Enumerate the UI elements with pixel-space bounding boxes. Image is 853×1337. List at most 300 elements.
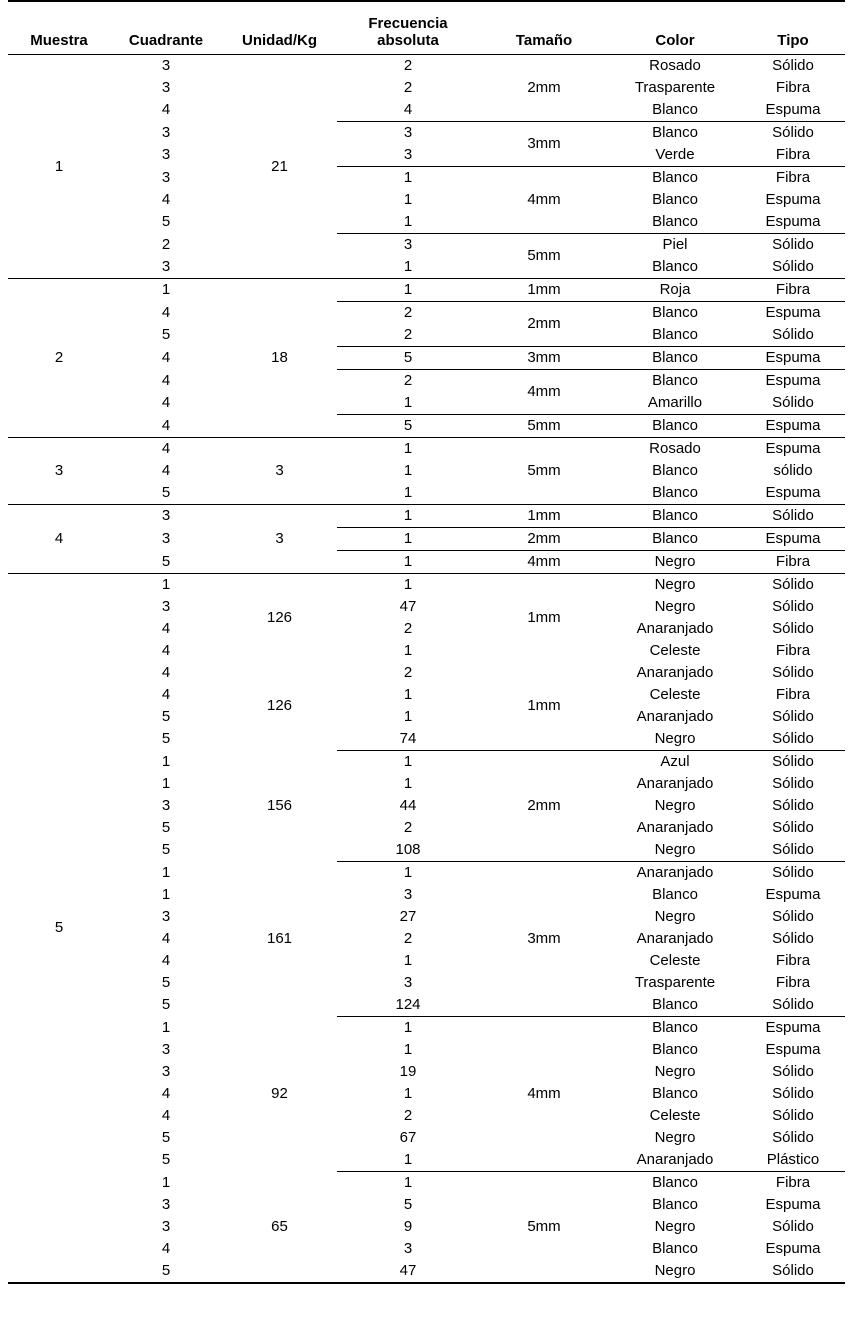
header-frecuencia-line2: absoluta — [377, 32, 439, 50]
cell-frecuencia-absoluta: 1 — [337, 505, 479, 528]
cell-frecuencia-absoluta: 1 — [403, 1041, 413, 1058]
table-row — [8, 640, 845, 662]
cell-color: Trasparente — [634, 974, 716, 991]
cell-tamano: 1mm — [479, 279, 609, 302]
cell-color: Celeste — [649, 952, 701, 969]
cell-unidad-kg: 126 — [266, 609, 293, 626]
cell-color: Azul — [660, 753, 690, 770]
cell-color: Blanco — [652, 1196, 698, 1213]
cell-cuadrante: 1 — [161, 752, 171, 770]
cell-tipo: Sólido — [772, 124, 814, 141]
cell-tipo: Espuma — [765, 191, 821, 208]
cell-tipo: Espuma — [765, 440, 821, 457]
cell-tipo: Espuma — [765, 1041, 821, 1058]
cell-tipo: Sólido — [772, 864, 814, 881]
cell-cuadrante: 3 — [161, 168, 171, 186]
cell-frecuencia-absoluta: 1 — [403, 1019, 413, 1036]
cell-tipo: Sólido — [772, 753, 814, 770]
cell-tamano: 2mm — [479, 751, 609, 862]
table-row — [8, 551, 845, 574]
cell-color: Negro — [654, 576, 696, 593]
cell-frecuencia-absoluta: 5 — [403, 1196, 413, 1213]
cell-tipo: sólido — [773, 462, 813, 479]
cell-frecuencia-absoluta: 3 — [403, 124, 413, 141]
cell-color: Blanco — [609, 482, 741, 505]
cell-tipo: Sólido — [772, 797, 814, 814]
cell-color: Blanco — [652, 462, 698, 479]
table-row — [8, 574, 845, 597]
cell-color: Blanco — [652, 169, 698, 186]
table-row — [8, 728, 845, 751]
cell-cuadrante: 5 — [161, 819, 171, 836]
table-row — [8, 324, 845, 347]
cell-cuadrante: 5 — [110, 482, 222, 505]
cell-tamano: 5mm — [479, 1172, 609, 1284]
cell-cuadrante: 1 — [161, 576, 171, 593]
cell-cuadrante: 5 — [161, 1129, 171, 1146]
cell-tipo: Sólido — [741, 728, 845, 751]
cell-cuadrante: 3 — [161, 530, 171, 547]
cell-frecuencia-absoluta: 2 — [403, 372, 413, 389]
cell-tipo: Espuma — [765, 372, 821, 389]
cell-tipo: Espuma — [765, 304, 821, 321]
cell-cuadrante: 4 — [161, 349, 171, 366]
table-row — [8, 234, 845, 257]
cell-color: Negro — [609, 1260, 741, 1283]
table-row — [8, 862, 845, 885]
cell-cuadrante: 4 — [161, 462, 171, 479]
cell-tipo: Sólido — [772, 620, 814, 637]
cell-color: Negro — [654, 1129, 696, 1146]
cell-unidad-kg: 92 — [271, 1085, 288, 1102]
table-row — [8, 751, 845, 774]
table-row — [8, 1105, 845, 1127]
cell-tipo: Sólido — [741, 994, 845, 1017]
cell-frecuencia-absoluta: 1 — [403, 1085, 413, 1102]
cell-color: Blanco — [652, 1174, 698, 1191]
cell-cuadrante: 4 — [161, 642, 171, 659]
table-row — [8, 167, 845, 190]
cell-tamano: 5mm — [479, 234, 609, 279]
table-row — [8, 1194, 845, 1216]
cell-frecuencia-absoluta: 1 — [403, 708, 413, 725]
cell-tipo: Sólido — [772, 664, 814, 681]
cell-tipo: Fibra — [741, 551, 845, 574]
cell-tipo: Espuma — [741, 528, 845, 551]
table-row — [8, 189, 845, 211]
table-row — [8, 460, 845, 482]
cell-unidad-kg: 21 — [222, 55, 337, 279]
cell-cuadrante: 4 — [161, 394, 171, 412]
table-row — [8, 256, 845, 279]
cell-cuadrante: 4 — [161, 1107, 171, 1124]
table-row — [8, 839, 845, 862]
cell-color: Amarillo — [609, 392, 741, 415]
cell-muestra: 1 — [8, 55, 110, 279]
cell-tamano: 2mm — [479, 302, 609, 347]
cell-tamano: 1mm — [479, 505, 609, 528]
cell-cuadrante: 5 — [110, 1260, 222, 1283]
cell-cuadrante: 3 — [161, 507, 171, 525]
cell-frecuencia-absoluta: 2 — [403, 664, 413, 681]
cell-frecuencia-absoluta: 2 — [403, 930, 413, 947]
cell-cuadrante: 5 — [161, 974, 171, 991]
cell-cuadrante: 2 — [161, 235, 171, 253]
cell-tipo: Sólido — [772, 1218, 814, 1235]
table-body — [8, 55, 845, 1284]
cell-cuadrante: 3 — [110, 256, 222, 279]
cell-tamano: 2mm — [479, 528, 609, 551]
cell-color: Negro — [654, 797, 696, 814]
cell-tamano: 1mm — [527, 609, 561, 626]
cell-color: Blanco — [609, 211, 741, 234]
cell-frecuencia-absoluta: 67 — [399, 1129, 417, 1146]
cell-tamano: 5mm — [479, 438, 609, 505]
table-row — [8, 528, 845, 551]
cell-frecuencia-absoluta: 1 — [337, 256, 479, 279]
column-header-color: Color — [609, 1, 741, 55]
cell-tamano: 4mm — [479, 167, 609, 234]
cell-cuadrante: 4 — [161, 930, 171, 947]
cell-tipo: Fibra — [775, 79, 811, 96]
cell-tipo: Fibra — [741, 279, 845, 302]
cell-tipo: Fibra — [741, 144, 845, 167]
cell-frecuencia-absoluta: 2 — [403, 304, 413, 321]
cell-cuadrante: 3 — [161, 123, 171, 141]
cell-frecuencia-absoluta: 1 — [403, 191, 413, 208]
cell-frecuencia-absoluta: 5 — [337, 347, 479, 370]
cell-tipo: Sólido — [741, 505, 845, 528]
cell-color: Anaranjado — [609, 1149, 741, 1172]
cell-frecuencia-absoluta: 2 — [403, 819, 413, 836]
table-row — [8, 77, 845, 99]
table-row — [8, 1260, 845, 1283]
cell-tamano: 3mm — [479, 862, 609, 1017]
header-row — [8, 1, 845, 55]
cell-cuadrante: 5 — [161, 708, 171, 725]
header-frecuencia-line1: Frecuencia — [368, 14, 448, 32]
cell-unidad-kg: 65 — [222, 1172, 337, 1284]
cell-cuadrante: 4 — [161, 620, 171, 637]
cell-tipo: Sólido — [772, 236, 814, 253]
column-header-muestra: Muestra — [8, 1, 110, 55]
cell-color: Celeste — [649, 686, 701, 703]
table-row — [8, 773, 845, 795]
cell-color: Anaranjado — [636, 819, 714, 836]
cell-muestra: 2 — [8, 279, 110, 438]
cell-frecuencia-absoluta: 1 — [403, 462, 413, 479]
cell-frecuencia-absoluta: 2 — [403, 620, 413, 637]
cell-cuadrante: 4 — [161, 1085, 171, 1102]
cell-frecuencia-absoluta: 2 — [403, 79, 413, 96]
cell-frecuencia-absoluta: 3 — [403, 236, 413, 253]
cell-frecuencia-absoluta: 1 — [403, 952, 413, 969]
cell-frecuencia-absoluta: 1 — [403, 775, 413, 792]
cell-frecuencia-absoluta: 1 — [403, 686, 413, 703]
cell-cuadrante: 5 — [161, 730, 171, 748]
cell-cuadrante: 4 — [161, 371, 171, 389]
cell-frecuencia-absoluta: 1 — [337, 528, 479, 551]
table-row — [8, 662, 845, 684]
cell-tamano: 3mm — [479, 122, 609, 167]
table-row — [8, 1216, 845, 1238]
cell-cuadrante: 1 — [161, 863, 171, 881]
table-row — [8, 1061, 845, 1083]
table-row — [8, 55, 845, 78]
table-row — [8, 122, 845, 145]
cell-color: Anaranjado — [636, 664, 714, 681]
table-row — [8, 706, 845, 728]
cell-cuadrante: 3 — [161, 1063, 171, 1080]
cell-frecuencia-absoluta: 4 — [337, 99, 479, 122]
cell-tipo: Sólido — [741, 324, 845, 347]
table-row — [8, 1017, 845, 1040]
cell-color: Blanco — [652, 304, 698, 321]
cell-frecuencia-absoluta: 19 — [399, 1063, 417, 1080]
cell-color: Blanco — [609, 505, 741, 528]
table-row — [8, 684, 845, 706]
cell-frecuencia-absoluta: 1 — [337, 279, 479, 302]
cell-tipo: Espuma — [765, 1019, 821, 1036]
cell-tipo: Fibra — [775, 686, 811, 703]
table-row — [8, 972, 845, 994]
cell-color: Blanco — [652, 1240, 698, 1257]
table-row — [8, 795, 845, 817]
table-row — [8, 482, 845, 505]
cell-cuadrante: 3 — [161, 79, 171, 96]
cell-tipo: Sólido — [772, 708, 814, 725]
table-row — [8, 1039, 845, 1061]
cell-frecuencia-absoluta: 2 — [403, 57, 413, 74]
cell-color: Negro — [654, 908, 696, 925]
table-row — [8, 994, 845, 1017]
cell-color: Blanco — [652, 124, 698, 141]
cell-unidad-kg: 18 — [222, 279, 337, 438]
cell-color: Negro — [609, 728, 741, 751]
cell-color: Negro — [654, 598, 696, 615]
cell-color: Roja — [609, 279, 741, 302]
cell-unidad-kg: 126 — [266, 697, 293, 715]
cell-cuadrante: 3 — [161, 1041, 171, 1058]
column-header-cuadrante: Cuadrante — [110, 1, 222, 55]
cell-tipo: Fibra — [775, 974, 811, 991]
cell-tipo: Plástico — [741, 1149, 845, 1172]
cell-tipo: Sólido — [772, 1085, 814, 1102]
cell-color: Anaranjado — [636, 864, 714, 881]
cell-color: Anaranjado — [636, 775, 714, 792]
cell-color: Negro — [654, 1218, 696, 1235]
cell-frecuencia-absoluta: 74 — [337, 728, 479, 751]
cell-cuadrante: 3 — [161, 598, 171, 615]
table-row — [8, 211, 845, 234]
table-row — [8, 1238, 845, 1260]
cell-color: Piel — [662, 236, 688, 253]
cell-cuadrante: 1 — [161, 886, 171, 903]
cell-frecuencia-absoluta: 3 — [337, 144, 479, 167]
cell-tipo: Sólido — [741, 256, 845, 279]
cell-tamano: 1mm — [479, 662, 609, 751]
cell-tipo: Espuma — [765, 1240, 821, 1257]
cell-cuadrante: 4 — [161, 664, 171, 681]
table-row — [8, 928, 845, 950]
table-row — [8, 1083, 845, 1105]
table-row — [8, 1172, 845, 1195]
cell-frecuencia-absoluta: 1 — [337, 551, 479, 574]
cell-frecuencia-absoluta: 124 — [337, 994, 479, 1017]
cell-tamano: 4mm — [479, 1017, 609, 1172]
cell-tipo: Fibra — [775, 642, 811, 659]
cell-cuadrante: 4 — [161, 303, 171, 321]
table-row — [8, 906, 845, 928]
cell-color: Blanco — [609, 324, 741, 347]
cell-color: Blanco — [652, 886, 698, 903]
cell-frecuencia-absoluta: 1 — [403, 753, 413, 770]
cell-cuadrante: 4 — [161, 952, 171, 969]
cell-muestra: 3 — [8, 438, 110, 505]
cell-tipo: Espuma — [765, 886, 821, 903]
cell-tamano: 4mm — [479, 370, 609, 415]
cell-tipo: Espuma — [741, 99, 845, 122]
cell-color: Anaranjado — [636, 708, 714, 725]
table-row — [8, 302, 845, 325]
cell-color: Blanco — [609, 99, 741, 122]
cell-tipo: Sólido — [772, 1129, 814, 1146]
table-row — [8, 144, 845, 167]
cell-frecuencia-absoluta: 1 — [403, 169, 413, 186]
cell-cuadrante: 3 — [161, 57, 171, 74]
cell-cuadrante: 3 — [161, 1218, 171, 1235]
cell-color: Blanco — [652, 191, 698, 208]
cell-cuadrante: 1 — [161, 281, 171, 299]
cell-tamano: 4mm — [479, 551, 609, 574]
cell-frecuencia-absoluta: 1 — [337, 392, 479, 415]
table-row — [8, 279, 845, 302]
cell-color: Negro — [609, 839, 741, 862]
cell-frecuencia-absoluta: 1 — [337, 1149, 479, 1172]
cell-frecuencia-absoluta: 2 — [403, 1107, 413, 1124]
cell-color: Blanco — [652, 1019, 698, 1036]
column-header-tipo: Tipo — [741, 1, 845, 55]
cell-cuadrante: 4 — [161, 101, 171, 119]
cell-tamano: 5mm — [479, 415, 609, 438]
cell-cuadrante: 3 — [161, 908, 171, 925]
cell-color: Blanco — [609, 256, 741, 279]
cell-tipo: Sólido — [772, 819, 814, 836]
cell-color: Blanco — [609, 528, 741, 551]
column-header-tamano: Tamaño — [479, 1, 609, 55]
cell-tamano: 3mm — [479, 347, 609, 370]
cell-tipo: Sólido — [772, 1107, 814, 1124]
cell-color: Blanco — [609, 347, 741, 370]
cell-color: Negro — [609, 551, 741, 574]
microplastics-data-table — [8, 0, 845, 1284]
cell-color: Anaranjado — [636, 930, 714, 947]
cell-tipo: Sólido — [772, 930, 814, 947]
cell-cuadrante: 1 — [161, 1018, 171, 1036]
column-header-frecuencia-absoluta — [337, 1, 479, 55]
cell-tipo: Fibra — [775, 169, 811, 186]
cell-frecuencia-absoluta: 44 — [399, 797, 417, 814]
cell-tipo: Espuma — [741, 211, 845, 234]
cell-tipo: Fibra — [775, 952, 811, 969]
cell-cuadrante: 1 — [161, 1173, 171, 1191]
table-row — [8, 950, 845, 972]
cell-color: Blanco — [609, 994, 741, 1017]
cell-color: Blanco — [652, 1041, 698, 1058]
cell-tipo: Sólido — [741, 392, 845, 415]
cell-color: Rosado — [649, 57, 701, 74]
cell-frecuencia-absoluta: 9 — [403, 1218, 413, 1235]
cell-color: Blanco — [652, 1085, 698, 1102]
cell-frecuencia-absoluta: 1 — [403, 1174, 413, 1191]
table-row — [8, 392, 845, 415]
cell-tipo: Espuma — [741, 415, 845, 438]
cell-color: Anaranjado — [636, 620, 714, 637]
cell-unidad-kg: 161 — [266, 930, 293, 947]
cell-cuadrante: 5 — [161, 1151, 171, 1169]
cell-cuadrante: 3 — [161, 146, 171, 164]
cell-cuadrante: 3 — [161, 797, 171, 814]
table-row — [8, 1127, 845, 1149]
cell-cuadrante: 5 — [161, 213, 171, 231]
table-row — [8, 415, 845, 438]
cell-tipo: Sólido — [772, 598, 814, 615]
cell-cuadrante: 3 — [161, 1196, 171, 1213]
table-row — [8, 618, 845, 640]
cell-cuadrante: 5 — [110, 551, 222, 574]
cell-frecuencia-absoluta: 1 — [337, 482, 479, 505]
cell-unidad-kg: 3 — [222, 505, 337, 574]
cell-cuadrante: 4 — [161, 686, 171, 703]
table-row — [8, 1149, 845, 1172]
cell-color: Blanco — [609, 415, 741, 438]
table-row — [8, 438, 845, 461]
cell-frecuencia-absoluta: 47 — [337, 1260, 479, 1283]
cell-muestra: 4 — [8, 505, 110, 574]
cell-cuadrante: 1 — [161, 775, 171, 792]
cell-color: Trasparente — [634, 79, 716, 96]
cell-frecuencia-absoluta: 1 — [403, 864, 413, 881]
cell-frecuencia-absoluta: 108 — [337, 839, 479, 862]
cell-frecuencia-absoluta: 27 — [399, 908, 417, 925]
cell-frecuencia-absoluta: 3 — [403, 974, 413, 991]
table-row — [8, 99, 845, 122]
cell-tipo: Sólido — [772, 57, 814, 74]
cell-frecuencia-absoluta: 1 — [403, 576, 413, 593]
cell-color: Blanco — [652, 372, 698, 389]
cell-frecuencia-absoluta: 1 — [403, 642, 413, 659]
table-row — [8, 347, 845, 370]
cell-tipo: Sólido — [772, 908, 814, 925]
cell-cuadrante: 4 — [161, 191, 171, 208]
cell-frecuencia-absoluta: 1 — [337, 211, 479, 234]
cell-frecuencia-absoluta: 5 — [337, 415, 479, 438]
cell-frecuencia-absoluta: 3 — [403, 886, 413, 903]
cell-cuadrante: 4 — [161, 440, 171, 457]
cell-tipo: Sólido — [772, 1063, 814, 1080]
cell-cuadrante: 5 — [161, 326, 171, 344]
column-header-unidad-kg: Unidad/Kg — [222, 1, 337, 55]
cell-tipo: Espuma — [741, 347, 845, 370]
cell-color: Negro — [654, 1063, 696, 1080]
cell-unidad-kg: 156 — [266, 797, 293, 814]
cell-frecuencia-absoluta: 47 — [399, 598, 417, 615]
cell-color: Rosado — [649, 440, 701, 457]
cell-frecuencia-absoluta: 2 — [337, 324, 479, 347]
cell-tipo: Fibra — [775, 1174, 811, 1191]
cell-tamano: 2mm — [479, 55, 609, 122]
table-row — [8, 596, 845, 618]
